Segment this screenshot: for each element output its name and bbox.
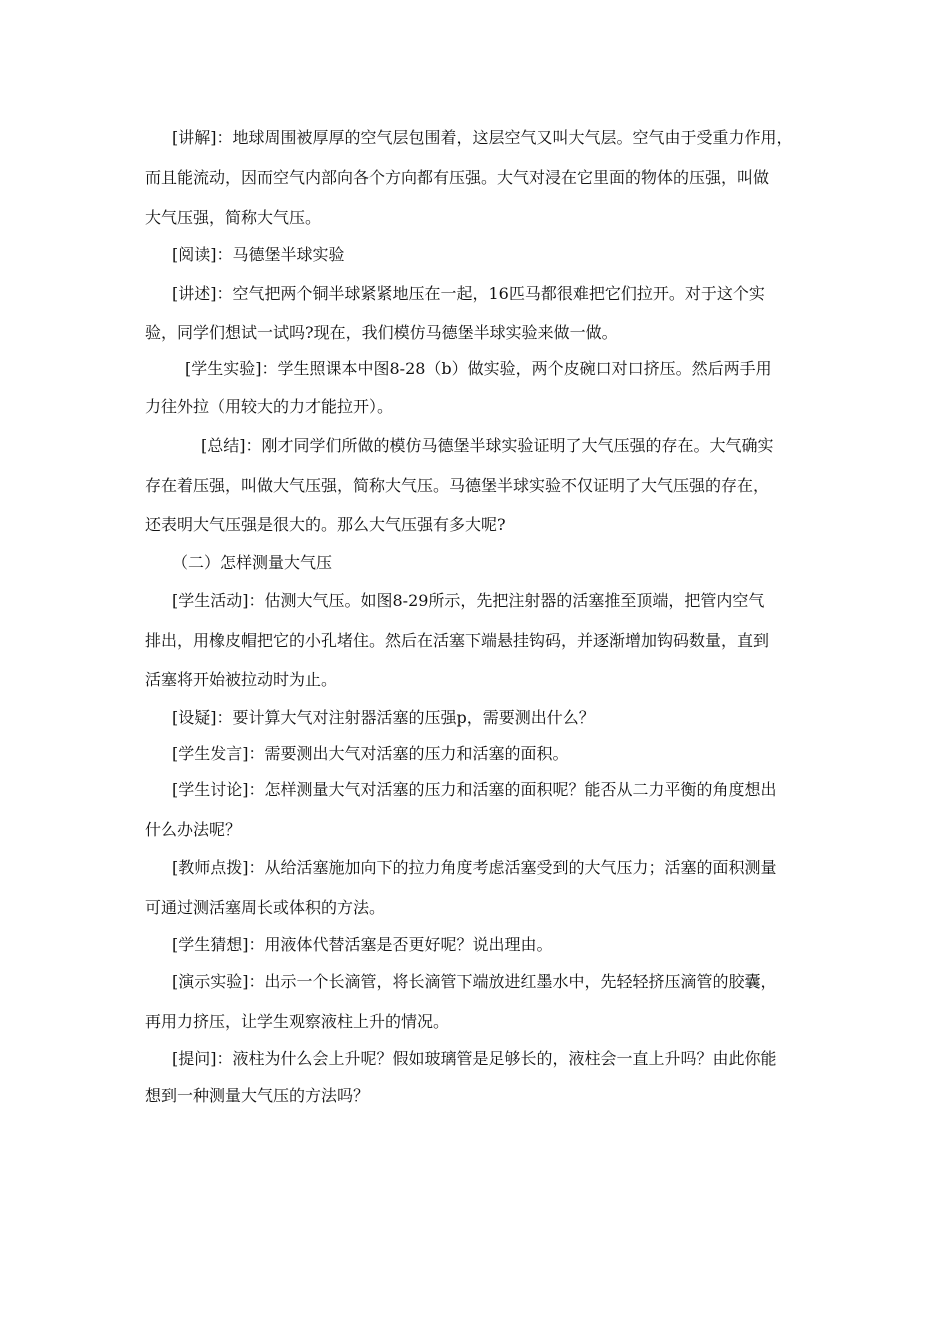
- text-line-3: 大气压强，简称大气压。: [145, 208, 322, 227]
- section-heading: （二）怎样测量大气压: [172, 553, 333, 572]
- text-line-6: 验，同学们想试一试吗?现在，我们模仿马德堡半球实验来做一做。: [145, 323, 618, 342]
- text-line-26: 想到一种测量大气压的方法吗？: [145, 1086, 370, 1105]
- text-line-8: 力往外拉（用较大的力才能拉开）。: [145, 397, 394, 416]
- text-line-15: 活塞将开始被拉动时为止。: [145, 670, 338, 689]
- text-line-25: [提问]：液柱为什么会上升呢？假如玻璃管是足够长的，液柱会一直上升吗？由此你能: [172, 1049, 777, 1068]
- text-line-16: [设疑]：要计算大气对注射器活塞的压强p，需要测出什么？: [172, 708, 595, 727]
- text-line-17: [学生发言]：需要测出大气对活塞的压力和活塞的面积。: [172, 744, 569, 763]
- text-line-7: [学生实验]：学生照课本中图8-28（b）做实验，两个皮碗口对口挤压。然后两手用: [185, 359, 772, 378]
- text-line-4: [阅读]：马德堡半球实验: [172, 245, 345, 264]
- text-line-13: [学生活动]：估测大气压。如图8-29所示，先把注射器的活塞推至顶端，把管内空气: [172, 591, 765, 610]
- text-line-24: 再用力挤压，让学生观察液柱上升的情况。: [145, 1012, 450, 1031]
- text-line-21: 可通过测活塞周长或体积的方法。: [145, 898, 386, 917]
- text-line-23: [演示实验]：出示一个长滴管，将长滴管下端放进红墨水中，先轻轻挤压滴管的胶囊，: [172, 972, 777, 991]
- text-line-22: [学生猜想]：用液体代替活塞是否更好呢？说出理由。: [172, 935, 553, 954]
- text-line-14: 排出，用橡皮帽把它的小孔堵住。然后在活塞下端悬挂钩码，并逐渐增加钩码数量，直到: [145, 631, 770, 650]
- text-line-11: 还表明大气压强是很大的。那么大气压强有多大呢?: [145, 515, 506, 534]
- text-line-2: 而且能流动，因而空气内部向各个方向都有压强。大气对浸在它里面的物体的压强，叫做: [145, 168, 770, 187]
- text-line-19: 什么办法呢？: [145, 820, 242, 839]
- text-line-10: 存在着压强，叫做大气压强，简称大气压。马德堡半球实验不仅证明了大气压强的存在，: [145, 476, 770, 495]
- text-line-5: [讲述]：空气把两个铜半球紧紧地压在一起，16匹马都很难把它们拉开。对于这个实: [172, 284, 765, 303]
- text-line-1: [讲解]：地球周围被厚厚的空气层包围着，这层空气又叫大气层。空气由于受重力作用，: [172, 128, 793, 147]
- text-line-9: [总结]：刚才同学们所做的模仿马德堡半球实验证明了大气压强的存在。大气确实: [201, 436, 774, 455]
- text-line-18: [学生讨论]：怎样测量大气对活塞的压力和活塞的面积呢？能否从二力平衡的角度想出: [172, 780, 777, 799]
- text-line-20: [教师点拨]：从给活塞施加向下的拉力角度考虑活塞受到的大气压力；活塞的面积测量: [172, 858, 777, 877]
